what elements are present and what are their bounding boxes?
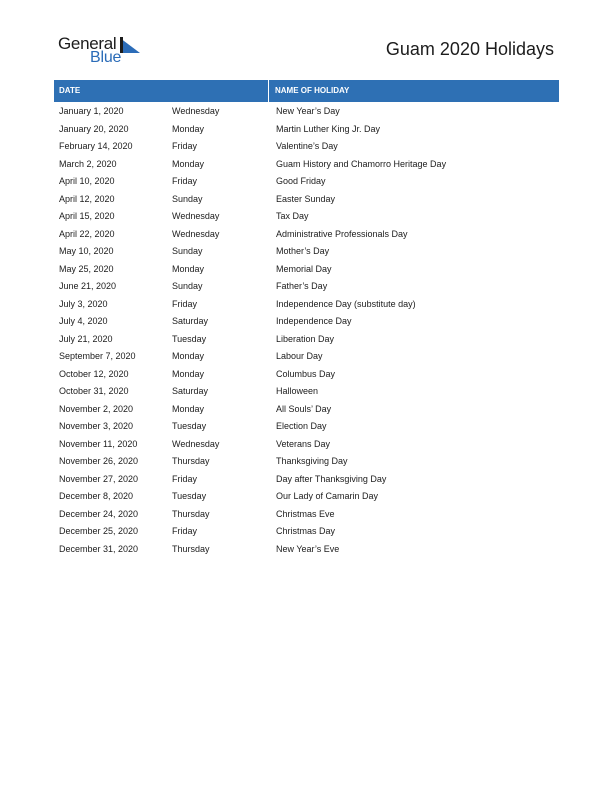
holiday-name: Christmas Day (276, 526, 336, 536)
table-row (54, 348, 559, 366)
holiday-name: Memorial Day (276, 263, 332, 274)
holiday-weekday: Friday (172, 473, 198, 484)
holiday-date: July 4, 2020 (59, 316, 108, 326)
holiday-weekday: Tuesday (172, 421, 207, 431)
table-row (54, 138, 559, 156)
table-row (54, 226, 559, 244)
holiday-weekday: Tuesday (172, 491, 207, 501)
holiday-weekday: Monday (172, 158, 205, 169)
holiday-date: February 14, 2020 (59, 141, 133, 151)
table-row (54, 401, 559, 419)
holiday-name: Administrative Professionals Day (276, 228, 408, 239)
holiday-date: December 25, 2020 (59, 526, 139, 536)
table-row (54, 541, 559, 559)
holiday-name: Veterans Day (276, 438, 331, 449)
brand-logo (58, 34, 148, 68)
holiday-weekday: Monday (172, 403, 205, 414)
holiday-weekday: Tuesday (172, 333, 207, 344)
holiday-date: December 8, 2020 (59, 491, 134, 501)
table-row (54, 296, 559, 314)
table-row (54, 278, 559, 296)
holiday-name: Day after Thanksgiving Day (276, 473, 387, 484)
holiday-weekday: Wednesday (172, 228, 220, 239)
holiday-name: Guam History and Chamorro Heritage Day (276, 158, 447, 169)
holiday-date: May 10, 2020 (59, 246, 114, 256)
table-row (54, 208, 559, 226)
holiday-name: Father’s Day (276, 281, 328, 291)
table-row (54, 331, 559, 349)
holiday-date: December 24, 2020 (59, 508, 139, 519)
holiday-name: Independence Day (substitute day) (276, 298, 416, 309)
page-title: Guam 2020 Holidays (385, 39, 554, 59)
holiday-name: Halloween (276, 386, 319, 396)
holiday-name: Easter Sunday (276, 193, 336, 204)
holiday-name: Martin Luther King Jr. Day (276, 123, 381, 134)
table-row (54, 383, 559, 401)
holiday-weekday: Monday (172, 263, 205, 274)
holiday-weekday: Monday (172, 123, 205, 134)
holiday-weekday: Wednesday (172, 211, 220, 221)
holiday-date: April 15, 2020 (59, 211, 115, 221)
holiday-name: Valentine’s Day (276, 141, 338, 151)
holiday-name: Election Day (276, 421, 327, 431)
holiday-weekday: Wednesday (172, 438, 220, 449)
table-row (54, 436, 559, 454)
holiday-weekday: Sunday (172, 193, 203, 204)
holiday-date: November 2, 2020 (59, 403, 134, 414)
holiday-name: Labour Day (276, 351, 323, 361)
holiday-date: November 3, 2020 (59, 421, 134, 431)
holiday-name: Liberation Day (276, 333, 335, 344)
table-row (54, 243, 559, 261)
holiday-weekday: Friday (172, 298, 198, 309)
table-body (54, 103, 559, 558)
holiday-weekday: Sunday (172, 246, 203, 256)
holiday-weekday: Friday (172, 526, 198, 536)
table-row (54, 261, 559, 279)
table-row (54, 121, 559, 139)
holiday-name: New Year’s Eve (276, 543, 340, 554)
holiday-name: Good Friday (276, 176, 326, 186)
holiday-date: October 31, 2020 (59, 386, 129, 396)
table-row (54, 173, 559, 191)
holiday-weekday: Friday (172, 176, 198, 186)
table-row (54, 506, 559, 524)
holiday-weekday: Thursday (172, 508, 210, 519)
holiday-date: January 1, 2020 (59, 106, 124, 116)
holiday-date: April 12, 2020 (59, 193, 115, 204)
table-header (54, 80, 559, 102)
holiday-name: Mother’s Day (276, 246, 330, 256)
holiday-date: November 11, 2020 (59, 438, 138, 449)
holiday-weekday: Monday (172, 368, 205, 379)
column-header-holiday-name: NAME OF HOLIDAY (275, 86, 350, 95)
logo-text-blue: Blue (90, 49, 122, 66)
column-header-date: DATE (54, 80, 269, 102)
holidays-table (54, 80, 559, 558)
holiday-date: July 21, 2020 (59, 333, 113, 344)
holiday-name: Thanksgiving Day (276, 456, 348, 466)
holiday-weekday: Wednesday (172, 106, 220, 116)
table-row (54, 471, 559, 489)
table-row (54, 488, 559, 506)
table-row (54, 191, 559, 209)
holiday-weekday: Friday (172, 141, 198, 151)
table-row (54, 453, 559, 471)
holiday-name: Tax Day (276, 211, 309, 221)
holiday-name: Our Lady of Camarin Day (276, 491, 379, 501)
holiday-weekday: Saturday (172, 316, 209, 326)
holiday-name: Independence Day (276, 316, 352, 326)
table-row (54, 313, 559, 331)
logo-text-general: General (58, 34, 117, 53)
holiday-name: All Souls’ Day (276, 403, 332, 414)
holiday-name: Christmas Eve (276, 508, 335, 519)
holiday-date: September 7, 2020 (59, 351, 136, 361)
holiday-name: New Year’s Day (276, 106, 340, 116)
holiday-weekday: Monday (172, 351, 205, 361)
holiday-date: April 22, 2020 (59, 228, 115, 239)
logo-triangle-icon (120, 37, 140, 53)
table-row (54, 418, 559, 436)
holiday-date: June 21, 2020 (59, 281, 117, 291)
table-row (54, 103, 559, 121)
holiday-date: March 2, 2020 (59, 158, 117, 169)
holiday-weekday: Thursday (172, 543, 210, 554)
holiday-date: May 25, 2020 (59, 263, 114, 274)
table-row (54, 523, 559, 541)
holiday-weekday: Saturday (172, 386, 209, 396)
holiday-weekday: Sunday (172, 281, 203, 291)
holiday-date: November 27, 2020 (59, 473, 139, 484)
holiday-date: November 26, 2020 (59, 456, 139, 466)
holiday-date: October 12, 2020 (59, 368, 129, 379)
table-row (54, 366, 559, 384)
holiday-weekday: Thursday (172, 456, 210, 466)
holiday-date: December 31, 2020 (59, 543, 139, 554)
holiday-date: July 3, 2020 (59, 298, 108, 309)
holiday-name: Columbus Day (276, 368, 336, 379)
holiday-date: January 20, 2020 (59, 123, 129, 134)
holiday-date: April 10, 2020 (59, 176, 115, 186)
table-row (54, 156, 559, 174)
